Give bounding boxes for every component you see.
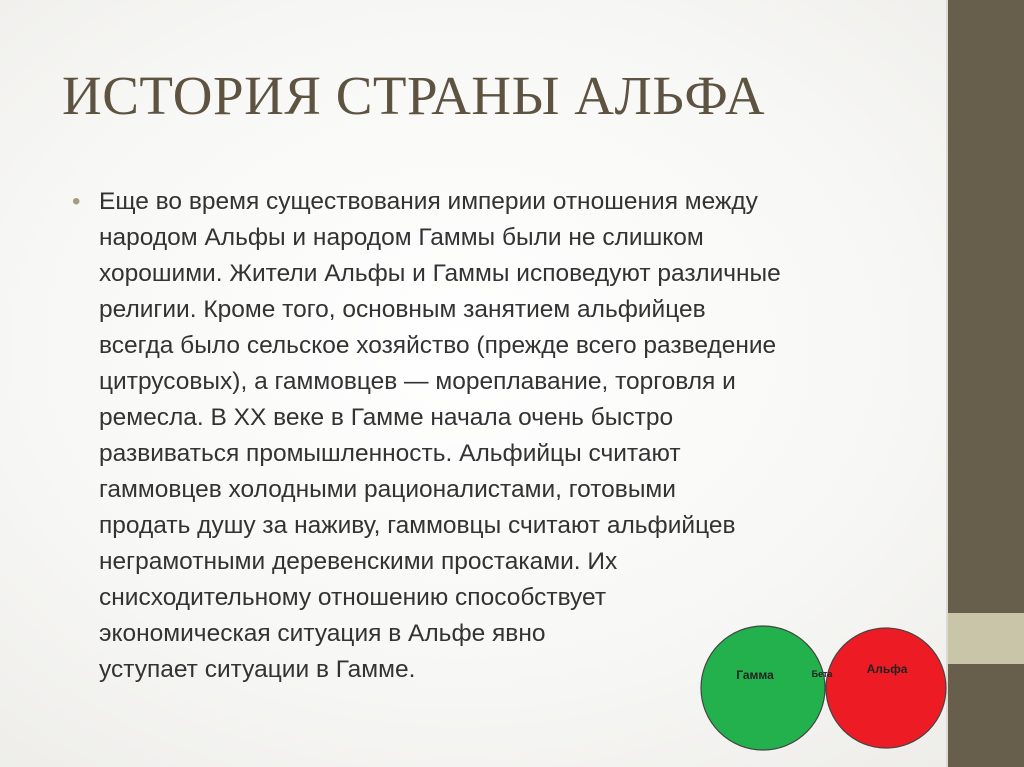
bullet-text [99,184,781,688]
venn-label-gamma: Гамма [736,668,774,682]
bullet-line: развиваться промышленность. Альфийцы считают [99,440,681,467]
venn-label-alpha: Альфа [866,662,908,676]
bullet-line: гаммовцев холодными рационалистами, готовыми [99,476,676,503]
bullet-line: неграмотными деревенскими простаками. Их [99,548,618,575]
bullet-line: ремесла. В XX веке в Гамме начала очень быстро [99,404,674,431]
bullet-line: цитрусовых), а гаммовцев — мореплавание, торговля и [99,368,736,395]
bullet-line: всегда было сельское хозяйство (прежде всего разведение [99,332,777,359]
bullet-line: экономическая ситуация в Альфе явно [99,620,546,647]
bullet-line: снисходительному отношению способствует [99,584,607,611]
venn-label-beta: Бета [811,669,833,679]
venn-diagram [700,602,948,767]
bullet-line: Еще во время существования империи отношения между [99,188,758,215]
venn-circle-alpha [826,628,946,748]
bullet-marker: • [72,188,81,215]
bullet-line: народом Альфы и народом Гаммы были не слишком [99,224,704,251]
bullet-line: продать душу за наживу, гаммовцы считают альфийцев [99,512,736,539]
decorative-sidebar-accent [948,613,1024,664]
venn-circle-gamma [701,626,825,750]
bullet-line: уступает ситуации в Гамме. [99,656,416,683]
bullet-line: хорошими. Жители Альфы и Гаммы исповедуют различные [99,260,781,287]
bullet-line: религии. Кроме того, основным занятием альфийцев [99,296,706,323]
slide-title: ИСТОРИЯ СТРАНЫ АЛЬФА [62,65,766,126]
